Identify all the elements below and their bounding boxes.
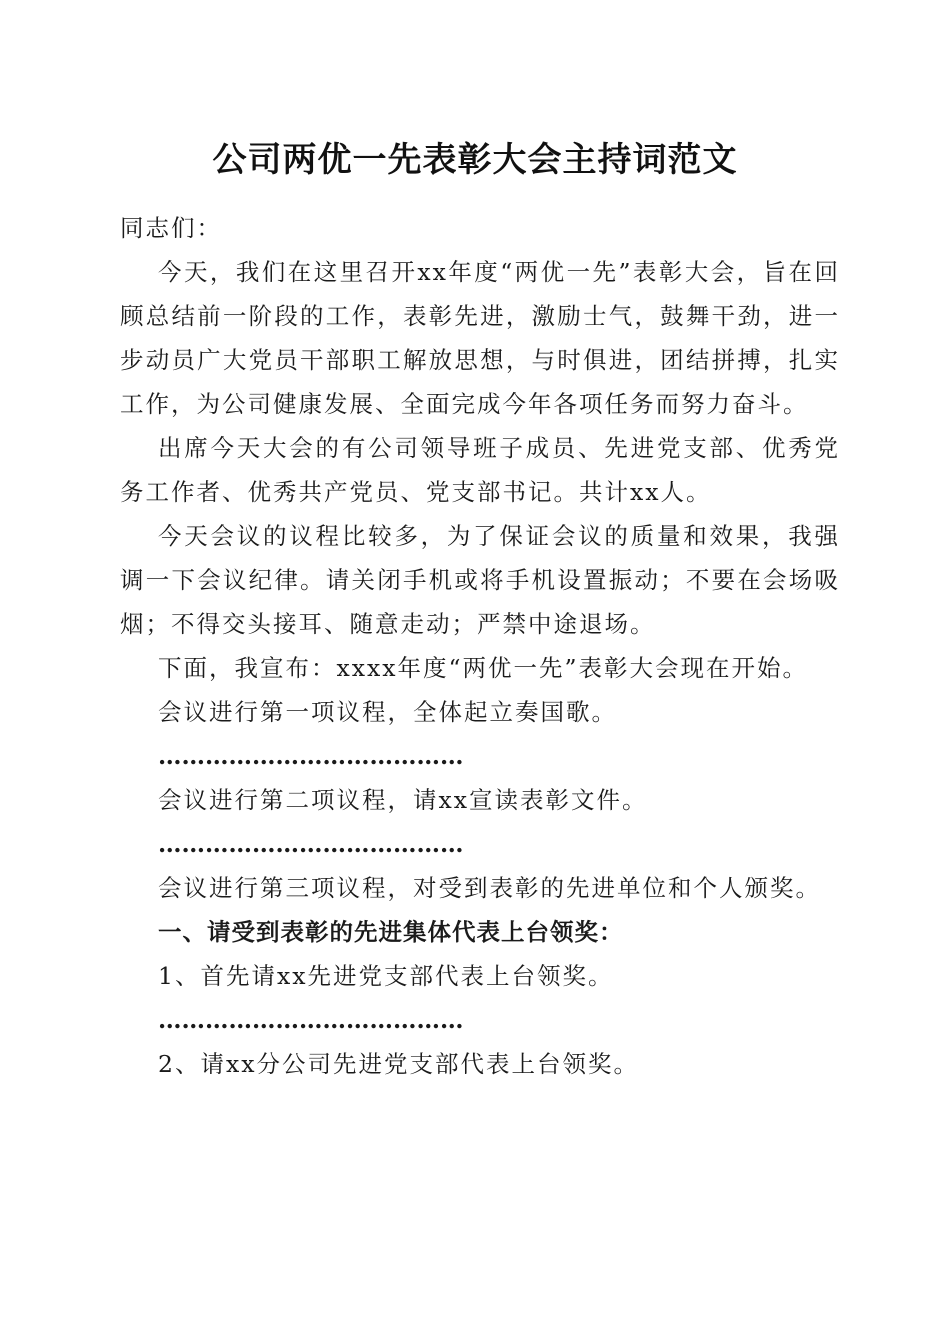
document-body <box>120 206 840 1086</box>
salutation: 同志们： <box>120 214 222 242</box>
agenda-item-2: 会议进行第二项议程，请xx宣读表彰文件。 <box>158 786 648 814</box>
paragraph-opening: 今天，我们在这里召开xx年度“两优一先”表彰大会，旨在回顾总结前一阶段的工作，表彰先进，激励士气，鼓舞干劲，进一步动员广大党员干部职工解放思想，与时俱进，团结拼搏，扎实工作，为公司健康发展、全面完成今年各项任务而努力奋斗。 <box>120 258 840 418</box>
agenda-item-3: 会议进行第三项议程，对受到表彰的先进单位和个人颁奖。 <box>158 874 821 902</box>
paragraph-attendees: 出席今天大会的有公司领导班子成员、先进党支部、优秀党务工作者、优秀共产党员、党支部书记。共计xx人。 <box>120 434 840 506</box>
ellipsis-separator: ………………………………… <box>158 1006 464 1034</box>
award-item-1: 1、首先请xx先进党支部代表上台领奖。 <box>158 962 614 990</box>
ellipsis-separator: ………………………………… <box>158 830 464 858</box>
document-title: 公司两优一先表彰大会主持词范文 <box>212 140 738 180</box>
ellipsis-separator: ………………………………… <box>158 742 464 770</box>
award-item-2: 2、请xx分公司先进党支部代表上台领奖。 <box>158 1050 639 1078</box>
section-heading: 一、请受到表彰的先进集体代表上台领奖： <box>158 918 624 946</box>
agenda-item-1: 会议进行第一项议程，全体起立奏国歌。 <box>158 698 617 726</box>
paragraph-discipline: 今天会议的议程比较多，为了保证会议的质量和效果，我强调一下会议纪律。请关闭手机或将手机设置振动；不要在会场吸烟；不得交头接耳、随意走动；严禁中途退场。 <box>120 522 840 638</box>
paragraph-announce: 下面，我宣布：xxxx年度“两优一先”表彰大会现在开始。 <box>158 654 809 682</box>
